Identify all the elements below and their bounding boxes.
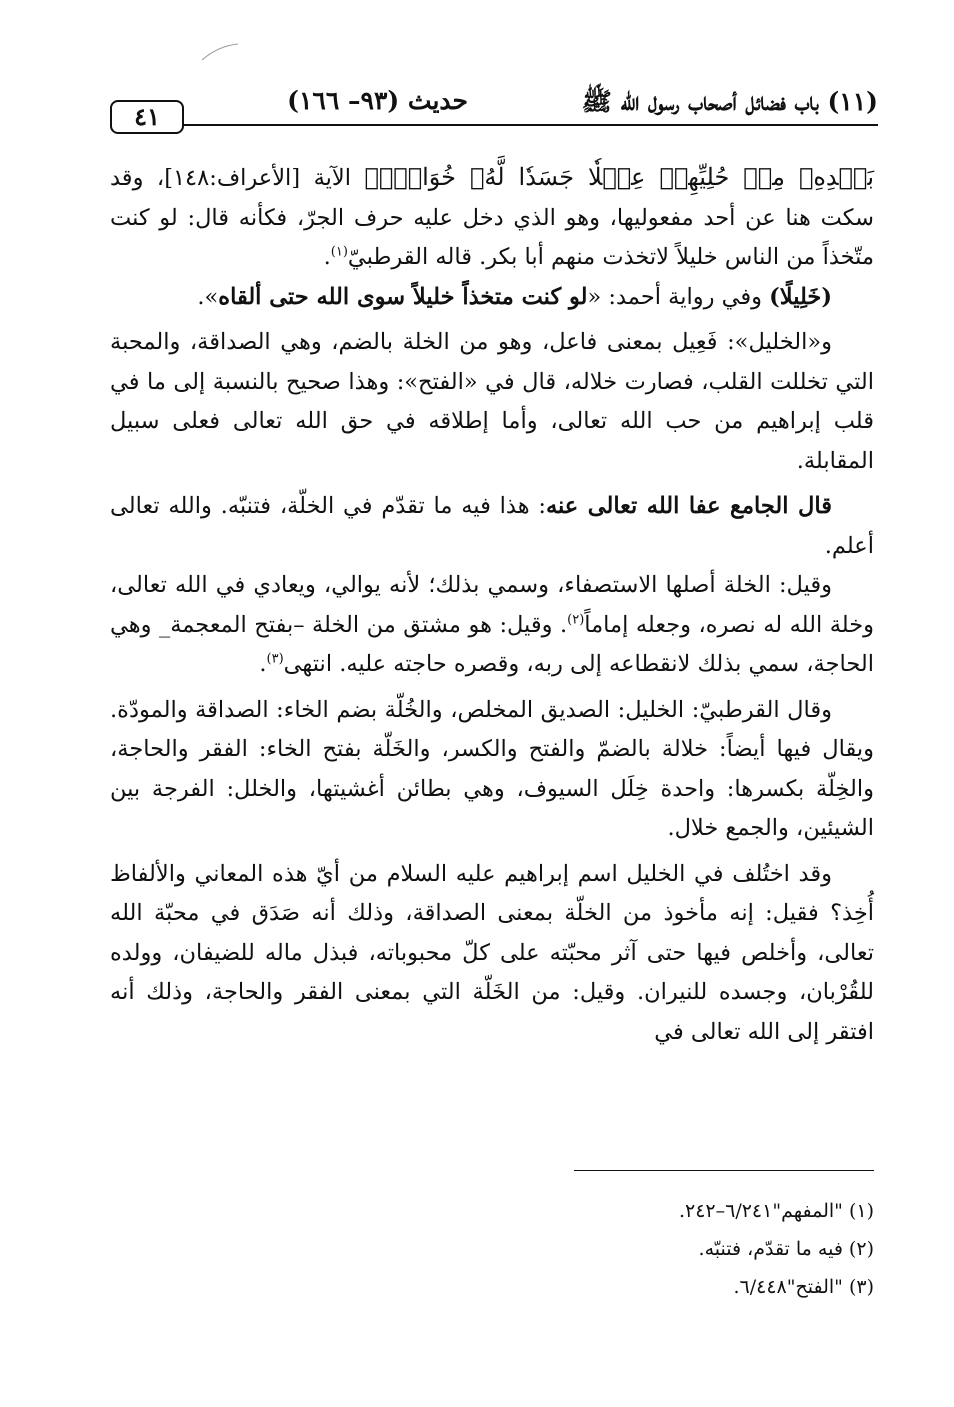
- header-rule: [182, 124, 878, 126]
- paragraph-2-text: وفي رواية أحمد: «: [587, 283, 770, 310]
- paragraph-5-text-a: وقيل: الخلة أصلها الاستصفاء، وسمي بذلك؛ لأنه يوالي، ويعادي في الله تعالى، وخلة الله له نصره، وجعله إماماً: [110, 572, 874, 638]
- paragraph-2-end: ».: [197, 283, 219, 310]
- footnotes: [560, 1192, 874, 1306]
- chapter-title: (١١) باب فضائل أصحاب رسول الله ﷺ: [581, 87, 878, 116]
- paragraph-1: [110, 158, 874, 278]
- paragraph-5-text-b: . وقيل: هو مشتق من الخلة –بفتح المعجمة_ وهي الحاجة، سمي بذلك لانقطاعه إلى ربه، وقصره حاجته عليه. انتهى: [110, 611, 874, 677]
- keyword-khalil: (خَلِيلًا): [769, 283, 832, 310]
- paragraph-2: [110, 278, 874, 318]
- footnote-1: (١) "المفهم"٦/٢٤١–٢٤٢.: [678, 1200, 874, 1222]
- ahmad-narration: لو كنت متخذاً خليلاً سوى الله حتى ألقاه: [218, 283, 588, 310]
- compiler-note-label: قال الجامع عفا الله تعالى عنه: [545, 493, 832, 519]
- paragraph-5-end: .: [259, 651, 267, 677]
- scan-mark: [200, 42, 240, 62]
- footnote-ref-3[interactable]: (٣): [266, 651, 284, 667]
- footnote-3: (٣) "الفتح"٦/٤٤٨.: [733, 1276, 874, 1298]
- paragraph-7: وقد اختُلف في الخليل اسم إبراهيم عليه السلام من أيّ هذه المعاني والألفاظ أُخِذ؟ فقيل: إنه مأخوذ من الخلّة بمعنى الصداقة، وذلك أنه صَدَق في محبّة الله تعالى، وأخلص فيها حتى آثر محبّته على كلّ محبوباته، فبذل ماله للضيفان، وولده للقُرْبان، وجسده للنيران. وقيل: من الخَلّة التي بمعنى الفقر والحاجة، وذلك أنه افتقر إلى الله تعالى في: [110, 860, 874, 1045]
- footnote-ref-2[interactable]: (٢): [567, 612, 585, 627]
- main-text: [110, 158, 874, 1052]
- paragraph-1-text: الآية [الأعراف:١٤٨]، وقد سكت هنا عن أحد مفعوليها، وهو الذي دخل عليه حرف الجرّ، فكأنه قال: لو كنت متّخذاً من الناس خليلاً لاتخذت منهم أبا بكر. قاله القرطبيّ: [110, 165, 874, 270]
- quran-verse: بَعۡدِهِۦ مِنۡ حُلِيِّهِمۡ عِجۡلٗا جَسَدٗا لَّهُۥ خُوَارٌۚ﴾: [364, 163, 874, 191]
- page-number: ٤١: [110, 100, 184, 134]
- running-header: [110, 86, 878, 130]
- paragraph-1-end: .: [323, 244, 331, 270]
- paragraph-3: و«الخليل»: فَعِيل بمعنى فاعل، وهو من الخلة بالضم، وهي الصداقة، والمحبة التي تخللت القلب، فصارت خلاله، قال في «الفتح»: وهذا صحيح بالنسبة إلى ما في قلب إبراهيم من حب الله تعالى، وأما إطلاقه في حق الله تعالى فعلى سبيل المقابلة.: [110, 329, 874, 474]
- paragraph-4: [110, 487, 874, 566]
- footnote-2: (٢) فيه ما تقدّم، فتنبّه.: [698, 1238, 874, 1260]
- paragraph-6: وقال القرطبيّ: الخليل: الصديق المخلص، والخُلّة بضم الخاء: الصداقة والمودّة. ويقال فيها أيضاً: خلالة بالضمّ والفتح والكسر، والخَلّة بفتح الخاء: الفقر والحاجة، والخِلّة بكسرها: واحدة خِلَل السيوف، وهي بطائن أغشيتها، والخلل: الفرجة بين الشيئين، والجمع خلال.: [110, 696, 874, 841]
- hadith-range: حديث (٩٣– ١٦٦): [287, 86, 468, 115]
- paragraph-4-text: : هذا فيه ما تقدّم في الخلّة، فتنبّه. والله تعالى أعلم.: [110, 493, 874, 559]
- footnote-ref-1[interactable]: (١): [330, 244, 348, 260]
- footnote-rule: [574, 1170, 874, 1171]
- paragraph-5: [110, 566, 874, 685]
